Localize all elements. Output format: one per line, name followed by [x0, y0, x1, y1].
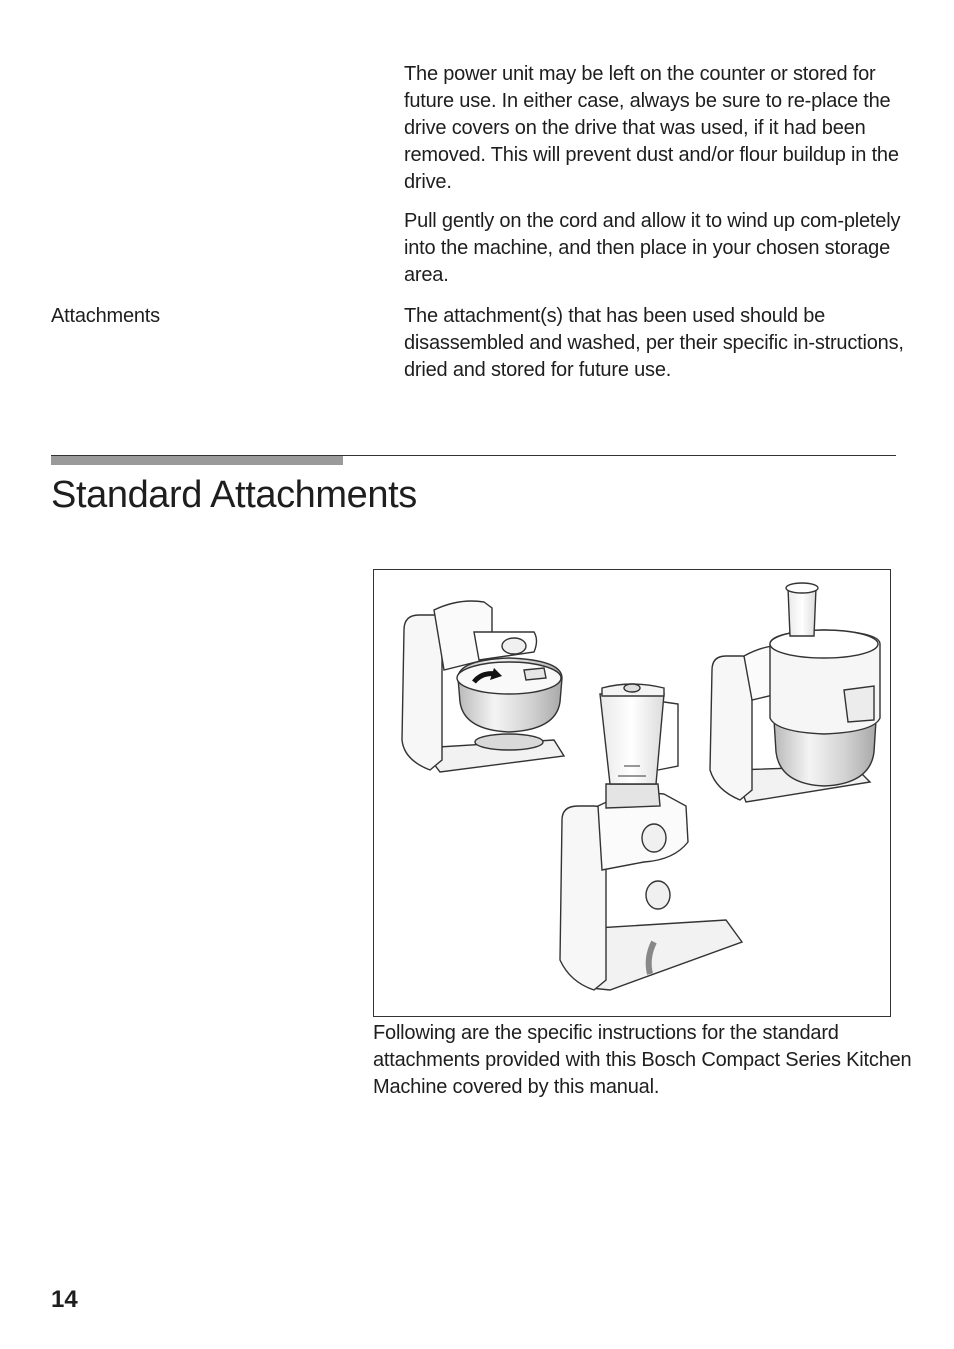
- mixer-with-bowl-drawing: [402, 601, 564, 772]
- section-title: Standard Attachments: [51, 474, 417, 516]
- kitchen-machine-illustration: [373, 569, 891, 1017]
- food-processor-drawing: [710, 583, 880, 802]
- page-number: 14: [51, 1286, 78, 1313]
- section-caption: Following are the specific instructions for the standard attachments provided with this Bosch Compact Series Kitchen Machine covered by this manual.: [373, 1022, 912, 1098]
- attachments-label: Attachments: [51, 305, 160, 327]
- paragraph-attachments: The attachment(s) that has been used should be disassembled and washed, per their specific in-structions, dried and stored for future use.: [404, 305, 904, 381]
- section-divider-accent: [51, 456, 343, 465]
- paragraph-storage: The power unit may be left on the counter or stored for future use. In either case, always be sure to re-place the drive covers on the drive that was used, if it had been removed. This will prevent dust and/or flour buildup in the drive.: [404, 63, 899, 193]
- paragraph-cord: Pull gently on the cord and allow it to wind up com-pletely into the machine, and then place in your chosen storage area.: [404, 210, 901, 286]
